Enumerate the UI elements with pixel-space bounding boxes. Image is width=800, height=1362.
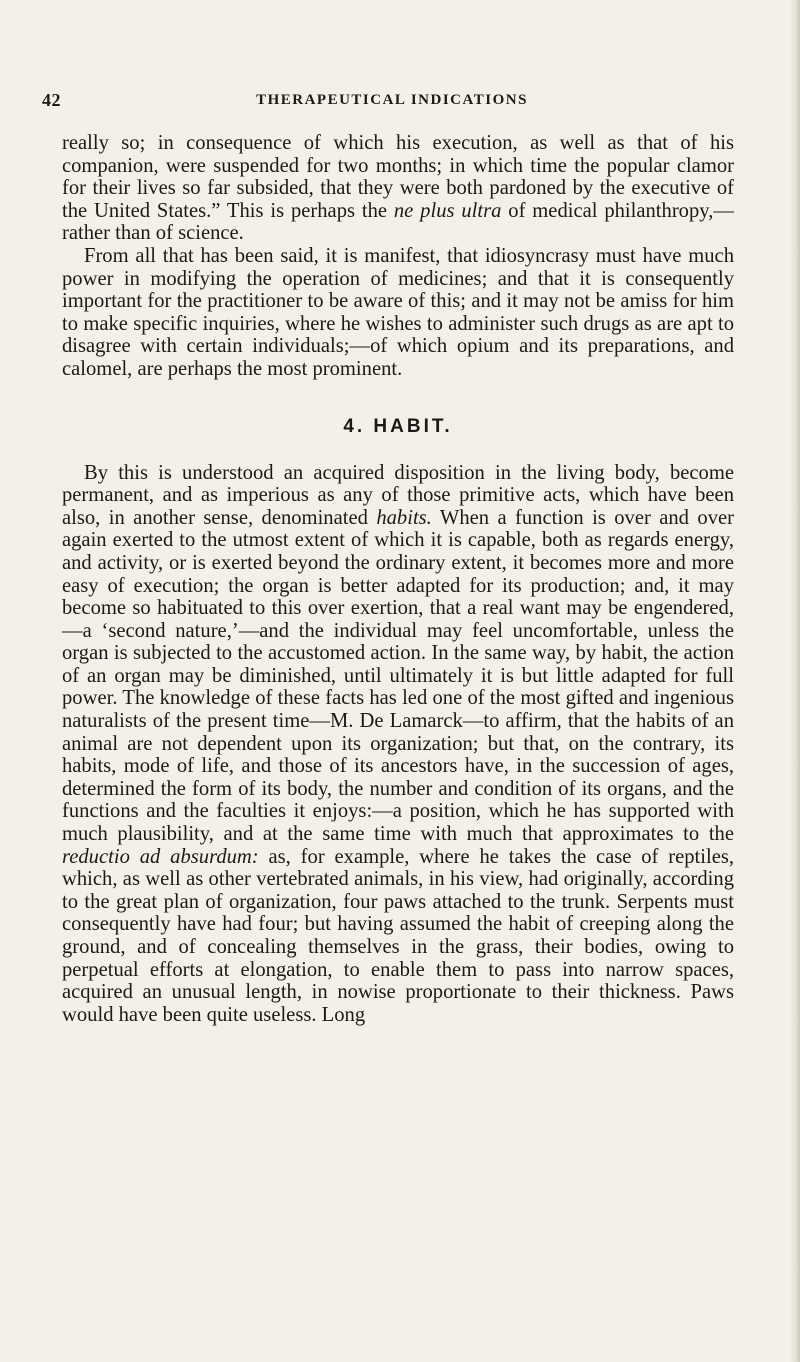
section-heading: 4. HABIT. bbox=[343, 415, 453, 437]
paragraph-1-tail: of medical philanthropy,—rather than of science. bbox=[62, 199, 734, 245]
paragraph-2-text: From all that has been said, it is manifest, that idiosyncrasy must have much power in modifying the operation of medicines; and that it is consequently important for the practitioner to be aware of this; and it may not be amiss for him to make specific inquiries, where he wishes to administer such drugs as are apt to disagree with certain individuals;—of which opium and its preparations, and calomel, are perhaps the most prominent. bbox=[62, 244, 734, 380]
paragraph-3-italic-b: reductio ad absurdum: bbox=[62, 845, 259, 868]
page-number: 42 bbox=[42, 90, 61, 110]
body-text bbox=[62, 132, 734, 1026]
page-edge-shadow bbox=[790, 0, 800, 1362]
paragraph-3-text-a: By this is understood an acquired disposition in the living body, become permanent, and as imperious as any of those primitive acts, which have been also, in another sense, denominated bbox=[62, 461, 734, 529]
paragraph-1-text: really so; in consequence of which his execution, as well as that of his companion, were suspended for two months; in which time the popular clamor for their lives so far subsided, that they were both pardoned by the executive of the United States.” This is perhaps the bbox=[62, 132, 734, 222]
paragraph-3-italic-a: habits. bbox=[376, 506, 432, 529]
paragraph-3-text-b: When a function is over and over again exerted to the utmost extent of which it is capable, both as regards energy, and activity, or is exerted beyond the ordinary extent, it becomes more and more easy of execution; the organ is better adapted for its production; and, it may become so habituated to this over exertion, that a real want may be engendered,—a ‘second nature,’—and the individual may feel uncomfortable, unless the organ is subjected to the accustomed action. In the same way, by habit, the action of an organ may be diminished, until ultimately it is but little adapted for full power. The knowledge of these facts has led one of the most gifted and ingenious naturalists of the present time—M. De Lamarck—to affirm, that the habits of an animal are not dependent upon its organization; but that, on the contrary, its habits, mode of life, and those of its ancestors have, in the succession of ages, determined the form of its body, the number and condition of its organs, and the functions and the faculties it enjoys:—a position, which he has supported with much plausibility, and at the same time with much that approximates to the bbox=[62, 506, 734, 846]
paragraph-3 bbox=[62, 462, 734, 1027]
running-head: THERAPEUTICAL INDICATIONS bbox=[256, 92, 528, 108]
paragraph-2 bbox=[62, 245, 734, 381]
paragraph-1-italic: ne plus ultra bbox=[393, 199, 502, 222]
paragraph-3-text-c: as, for example, where he takes the case of reptiles, which, as well as other vertebrated animals, in his view, had originally, according to the great plan of organization, four paws attached to the trunk. Serpents must consequently have had four; but having assumed the habit of creeping along the ground, and of concealing themselves in the grass, their bodies, owing to perpetual efforts at elongation, to enable them to pass into narrow spaces, acquired an unusual length, in nowise proportionate to their thickness. Paws would have been quite useless. Long bbox=[62, 845, 735, 1026]
page-header bbox=[42, 90, 742, 120]
paragraph-1 bbox=[62, 132, 734, 245]
